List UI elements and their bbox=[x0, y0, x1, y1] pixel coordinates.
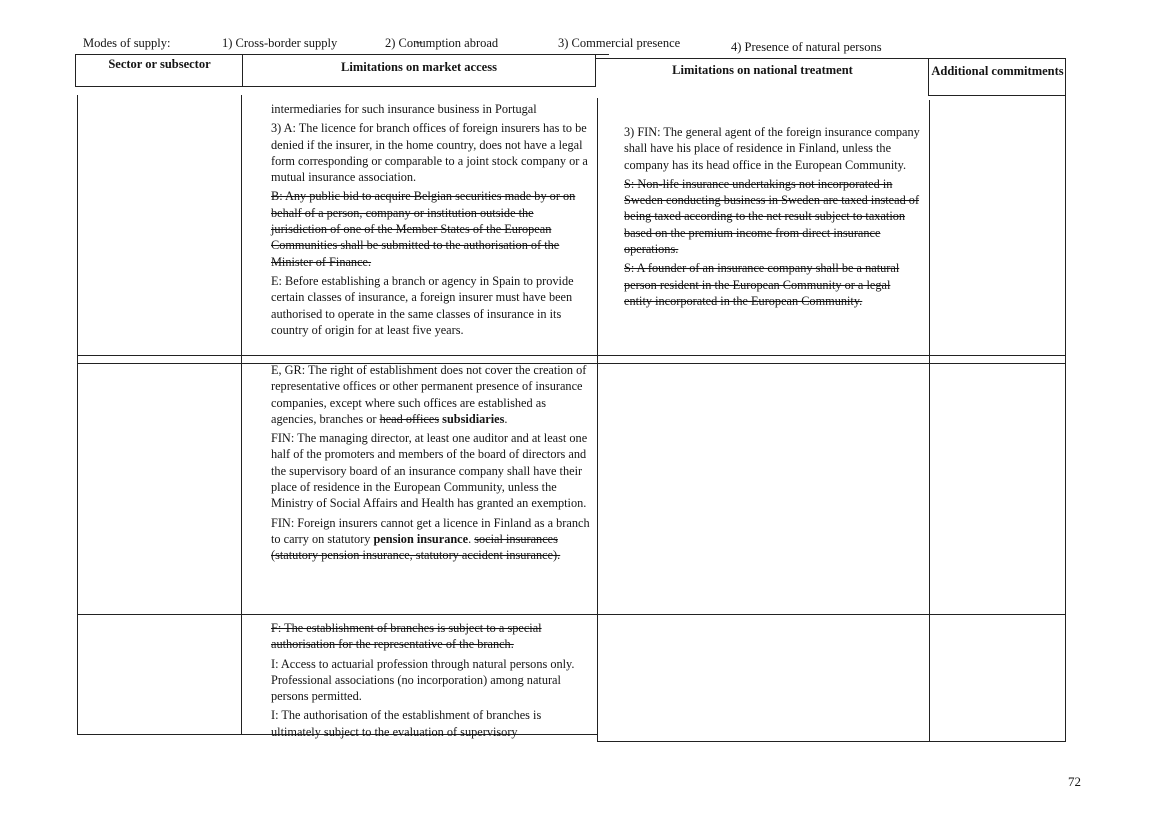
header-top-rule-left bbox=[75, 54, 609, 55]
vrule-hdr-3 bbox=[928, 58, 929, 96]
vrule-hdr-2 bbox=[595, 54, 596, 87]
row3-market-access bbox=[271, 620, 589, 743]
row-rule-1 bbox=[77, 355, 1066, 356]
header-national-treatment: Limitations on national treatment bbox=[672, 63, 853, 77]
row2-ma-p0-deleted: head offices bbox=[379, 411, 440, 426]
row2-ma-p2 bbox=[271, 515, 593, 564]
mode-4: 4) Presence of natural persons bbox=[731, 40, 882, 54]
row2-ma-p0-text: E, GR: The right of establishment does not cover the creation of representative offices or other permanent presence of insurance companies, except where such offices are established as agencies, branches or bbox=[271, 363, 587, 426]
row1-national-treatment bbox=[624, 124, 920, 312]
row2-ma-p2-deleted: social insurances (statutory pension insurance, statutory accident insurance). bbox=[271, 531, 561, 563]
header-bottom-rule-right bbox=[928, 95, 1066, 96]
page-number: 72 bbox=[1068, 774, 1081, 789]
row1-market-access bbox=[271, 101, 589, 341]
mode-1: 1) Cross-border supply bbox=[222, 36, 338, 50]
vrule-4 bbox=[1065, 58, 1066, 742]
row1-ma-p2-deleted: B: Any public bid to acquire Belgian securities made by or on behalf of a person, company or institution outside the jurisdiction of one of the Member States of the European Communities shall be submitted to the authorisation of the Minister of Finance. bbox=[271, 189, 576, 269]
vrule-3 bbox=[929, 100, 930, 742]
mode-2: 2) Con̶̶umption abroad bbox=[385, 36, 499, 50]
row-rule-2 bbox=[77, 614, 1066, 615]
header-top-rule-right bbox=[595, 58, 1066, 59]
row2-ma-p0 bbox=[271, 362, 593, 427]
vrule-0 bbox=[77, 95, 78, 735]
row3-ma-p1: I: Access to actuarial profession through natural persons only. Professional associations (no incorporation) among natural persons permitted. bbox=[271, 656, 575, 704]
bottom-rule-right bbox=[598, 741, 1066, 742]
row2-ma-p2-inserted: pension insurance bbox=[373, 531, 469, 546]
row1-ma-p1: 3) A: The licence for branch offices of foreign insurers has to be denied if the insurer, in the home country, does not have a legal form corresponding or comparable to a joint stock company or a mutual insurance association. bbox=[271, 121, 588, 185]
vrule-1 bbox=[241, 95, 242, 735]
row1-nt-p0: 3) FIN: The general agent of the foreign insurance company shall have his place of residence in Finland, unless the company has its head office in the European Community. bbox=[624, 125, 920, 172]
row1-ma-p0: intermediaries for such insurance business in Portugal bbox=[271, 102, 537, 116]
mode-3: 3) Commercial presence bbox=[558, 36, 681, 50]
vrule-hdr-0 bbox=[75, 54, 76, 87]
header-sector: Sector or subsector bbox=[108, 57, 211, 71]
row2-ma-p2-punct: . bbox=[468, 531, 475, 546]
vrule-2 bbox=[597, 98, 598, 742]
row3-ma-p2: I: The authorisation of the establishment of branches is ultimately subject to the evaluation of supervisory bbox=[271, 708, 542, 739]
modes-label: Modes of supply: bbox=[83, 36, 171, 50]
row2-ma-p0-end: . bbox=[504, 411, 508, 426]
row2-ma-p0-inserted: subsidiaries bbox=[439, 411, 505, 426]
row1-nt-p1-deleted: S: Non-life insurance undertakings not incorporated in Sweden conducting business in Sweden are taxed instead of being taxed according to the net result subject to taxation based on the premium income from direct insurance operations. bbox=[624, 176, 920, 257]
header-market-access: Limitations on market access bbox=[341, 60, 497, 74]
row2-market-access bbox=[271, 362, 593, 567]
header-bottom-rule-left bbox=[75, 86, 596, 87]
row2-ma-p1: FIN: The managing director, at least one auditor and at least one half of the promoters and members of the board of directors and the supervisory board of an insurance company shall have their place of residence in the European Community, unless the Ministry of Social Affairs and Health has granted an exemption. bbox=[271, 431, 588, 511]
row1-ma-p3: E: Before establishing a branch or agency in Spain to provide certain classes of insurance, a foreign insurer must have been authorised to operate in the same classes of insurance in its country of origin for at least five years. bbox=[271, 273, 574, 337]
row3-ma-p0-deleted: F: The establishment of branches is subject to a special authorisation for the representative of the branch. bbox=[271, 621, 542, 652]
row1-nt-p2-deleted: S: A founder of an insurance company shall be a natural person resident in the European Community or a legal entity incorporated in the European Community. bbox=[624, 261, 900, 308]
row2-ma-p2-text: FIN: Foreign insurers cannot get a licence in Finland as a branch to carry on statutory bbox=[271, 515, 590, 546]
header-additional: Additional commitments bbox=[931, 64, 1064, 78]
